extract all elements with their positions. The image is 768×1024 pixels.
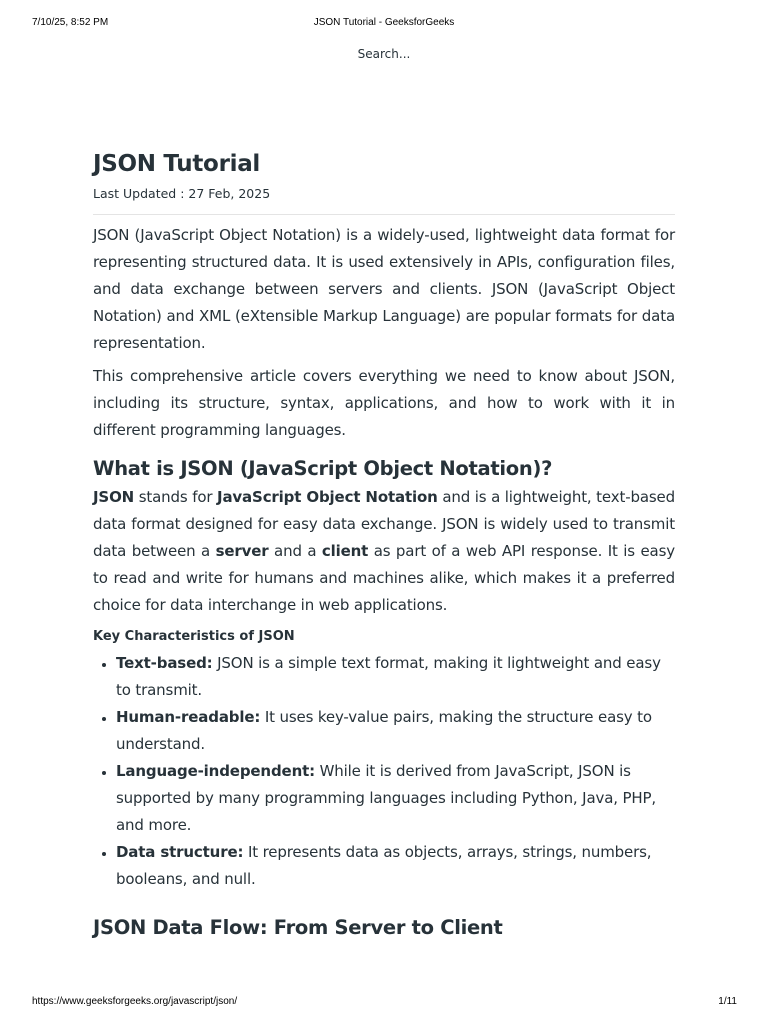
page-url: https://www.geeksforgeeks.org/javascript/json/ — [32, 996, 238, 1007]
list-item: • Text-based: JSON is a simple text format, making it lightweight and easy to transmit. — [116, 650, 675, 704]
divider — [93, 214, 675, 215]
definition-paragraph: JSON stands for JavaScript Object Notation and is a lightweight, text-based data format designed for easy data exchange. JSON is widely used to transmit data between a server and a client as part of a web API response. It is easy to read and write for humans and machines alike, which makes it a preferred choice for data interchange in web applications. — [93, 488, 675, 614]
term-server: server — [215, 542, 269, 560]
list-item: • Data structure: It represents data as objects, arrays, strings, numbers, booleans, and null. — [116, 839, 675, 893]
search-link[interactable]: Search... — [357, 47, 411, 61]
list-item: • Human-readable: It uses key-value pairs, making the structure easy to understand. — [116, 704, 675, 758]
article — [93, 148, 675, 943]
section-heading-what-is-json: What is JSON (JavaScript Object Notation)? — [93, 457, 553, 480]
key-characteristics-heading: Key Characteristics of JSON — [93, 629, 295, 644]
last-updated: Last Updated : 27 Feb, 2025 — [93, 186, 271, 201]
intro-paragraph-2: This comprehensive article covers everything we need to know about JSON, including its structure, syntax, applications, and how to work with it in different programming languages. — [93, 367, 675, 439]
term-client: client — [321, 542, 369, 560]
characteristics-list — [93, 650, 675, 893]
print-timestamp: 7/10/25, 8:52 PM — [32, 17, 109, 28]
print-page-title: JSON Tutorial - GeeksforGeeks — [313, 17, 455, 28]
intro-paragraph: JSON (JavaScript Object Notation) is a widely-used, lightweight data format for representing structured data. It is used extensively in APIs, configuration files, and data exchange between servers and clients. JSON (JavaScript Object Notation) and XML (eXtensible Markup Language) are popular formats for data representation. — [93, 226, 675, 352]
term-json: JSON — [93, 488, 135, 506]
term-javascript-object-notation: JavaScript Object Notation — [217, 488, 438, 506]
page-number: 1/11 — [718, 996, 737, 1007]
list-item: • Language-independent: While it is derived from JavaScript, JSON is supported by many programming languages including Python, Java, PHP, and more. — [116, 758, 675, 839]
article-title: JSON Tutorial — [93, 151, 260, 177]
print-footer — [0, 996, 768, 1010]
print-header — [0, 17, 768, 31]
section-heading-data-flow: JSON Data Flow: From Server to Client — [93, 916, 503, 939]
